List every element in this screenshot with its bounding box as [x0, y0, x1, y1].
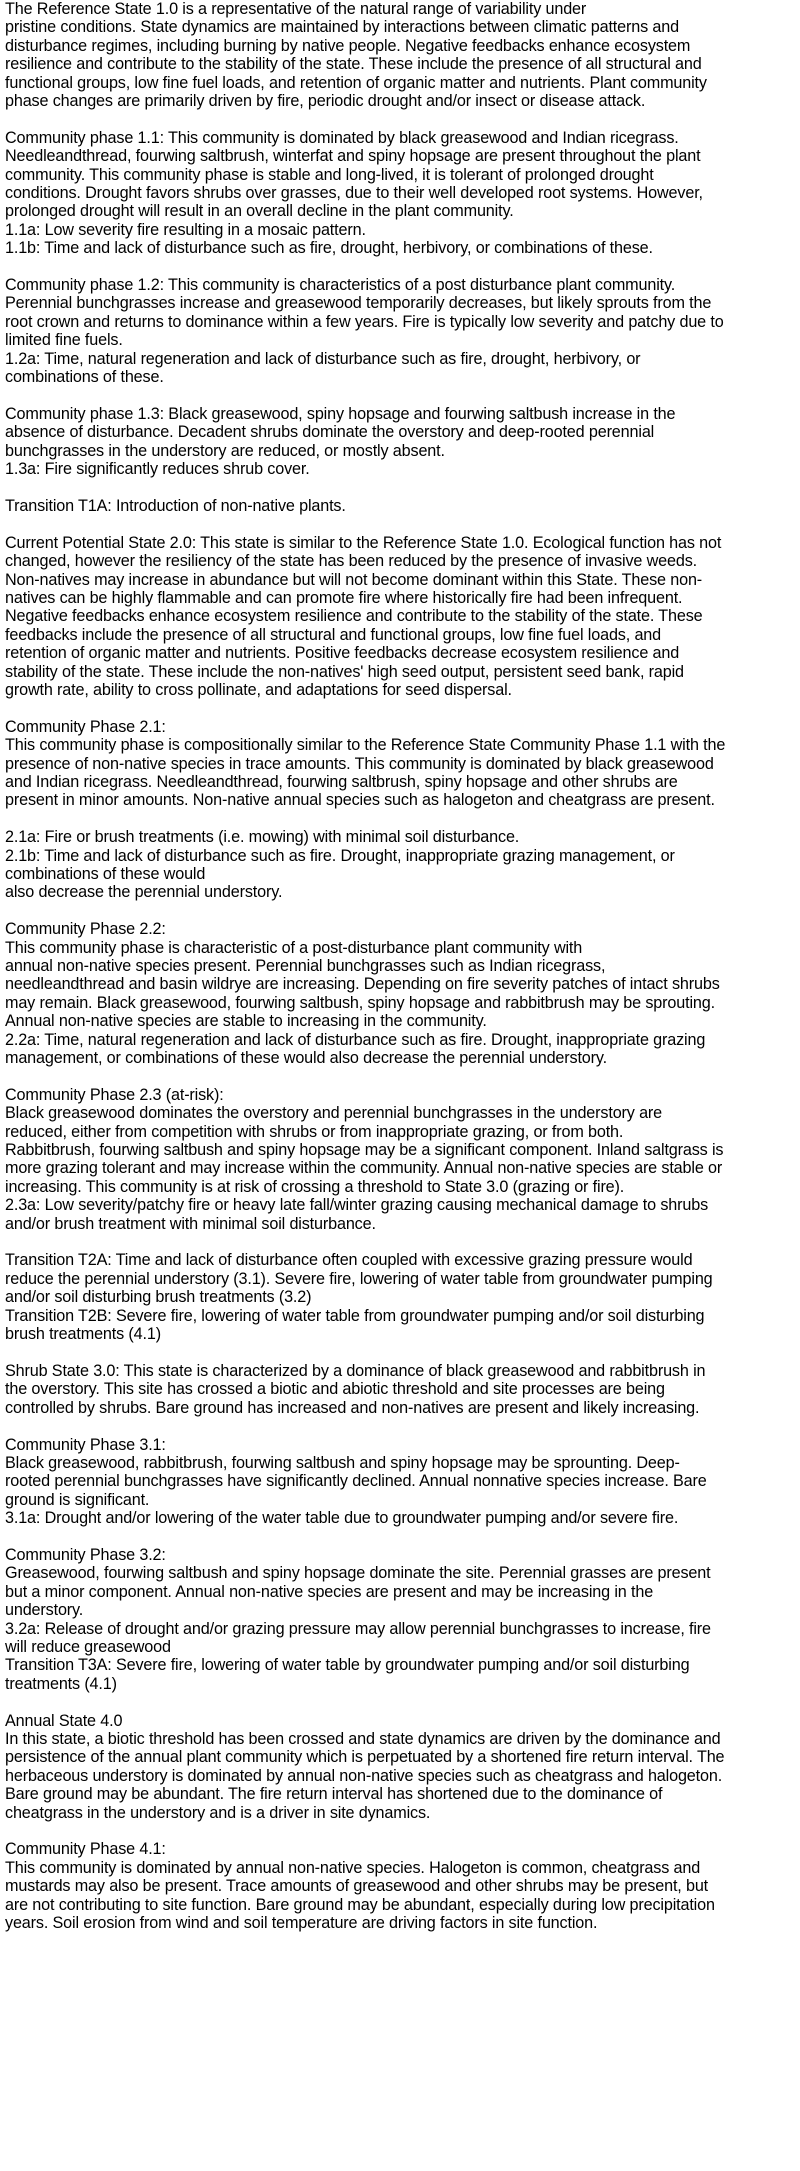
text-line: Transition T3A: Severe fire, lowering of water table by groundwater pumping and/or soil disturbing [5, 1656, 690, 1675]
text-line: pristine conditions. State dynamics are maintained by interactions between climatic patterns and [5, 18, 679, 37]
text-line: Transition T1A: Introduction of non-native plants. [5, 496, 346, 515]
text-line: Black greasewood, rabbitbrush, fourwing saltbush and spiny hopsage may be sprounting. Deep- [5, 1453, 680, 1472]
document-body [5, 0, 795, 1951]
text-line: The Reference State 1.0 is a representative of the natural range of variability under [5, 0, 587, 18]
text-line: Current Potential State 2.0: This state is similar to the Reference State 1.0. Ecological function has not [5, 533, 722, 552]
text-line: Greasewood, fourwing saltbush and spiny hopsage dominate the site. Perennial grasses are present [5, 1564, 711, 1583]
text-line: treatments (4.1) [5, 1674, 117, 1693]
text-line: needleandthread and basin wildrye are increasing. Depending on fire severity patches of intact shrubs [5, 975, 720, 994]
text-line: absence of disturbance. Decadent shrubs dominate the overstory and deep-rooted perennial [5, 423, 655, 442]
text-line: combinations of these. [5, 368, 164, 387]
text-line: community. This community phase is stable and long-lived, it is tolerant of prolonged drought [5, 165, 654, 184]
text-line: controlled by shrubs. Bare ground has increased and non-natives are present and likely increasing. [5, 1398, 700, 1417]
text-line: natives can be highly flammable and can promote fire where historically fire had been infrequent. [5, 588, 683, 607]
text-line: and/or brush treatment with minimal soil disturbance. [5, 1214, 376, 1233]
text-line: Negative feedbacks enhance ecosystem resilience and contribute to the stability of the state. These [5, 607, 703, 626]
text-line: the overstory. This site has crossed a biotic and abiotic threshold and site processes are being [5, 1380, 665, 1399]
text-line: Annual non-native species are stable to increasing in the community. [5, 1012, 487, 1031]
paragraph [5, 0, 795, 110]
text-line: Shrub State 3.0: This state is characterized by a dominance of black greasewood and rabbitbrush in [5, 1361, 706, 1380]
text-line: This community phase is compositionally similar to the Reference State Community Phase 1.1 with the [5, 736, 726, 755]
text-line: Community Phase 3.1: [5, 1435, 166, 1454]
paragraph [5, 276, 795, 386]
paragraph [5, 1362, 795, 1417]
paragraph [5, 129, 795, 258]
paragraph [5, 828, 795, 902]
paragraph [5, 718, 795, 810]
text-line: Community phase 1.3: Black greasewood, spiny hopsage and fourwing saltbush increase in the [5, 404, 676, 423]
paragraph [5, 534, 795, 700]
text-line: Community Phase 2.2: [5, 920, 166, 939]
text-line: also decrease the perennial understory. [5, 883, 283, 902]
text-line: presence of non-native species in trace amounts. This community is dominated by black greasewood [5, 754, 714, 773]
text-line: Rabbitbrush, fourwing saltbush and spiny hopsage may be a significant component. Inland saltgrass is [5, 1141, 724, 1160]
text-line: years. Soil erosion from wind and soil temperature are driving factors in site function. [5, 1914, 598, 1933]
text-line: present in minor amounts. Non-native annual species such as halogeton and cheatgrass are present. [5, 791, 715, 810]
text-line: increasing. This community is at risk of crossing a threshold to State 3.0 (grazing or fire). [5, 1177, 625, 1196]
text-line: 2.2a: Time, natural regeneration and lack of disturbance such as fire. Drought, inappropriate grazing [5, 1030, 706, 1049]
text-line: ground is significant. [5, 1490, 150, 1509]
text-line: may remain. Black greasewood, fourwing saltbush, spiny hopsage and rabbitbrush may be sprouting. [5, 993, 715, 1012]
text-line: Non-natives may increase in abundance but will not become dominant within this State. These non- [5, 570, 703, 589]
text-line: rooted perennial bunchgrasses have significantly declined. Annual nonnative species increase. Bare [5, 1472, 707, 1491]
paragraph [5, 1546, 795, 1693]
text-line: and Indian ricegrass. Needleandthread, fourwing saltbrush, spiny hopsage and other shrubs are [5, 772, 678, 791]
text-line: Community Phase 3.2: [5, 1545, 166, 1564]
text-line: Community Phase 2.1: [5, 717, 166, 736]
text-line: limited fine fuels. [5, 331, 123, 350]
text-line: phase changes are primarily driven by fire, periodic drought and/or insect or disease attack. [5, 92, 646, 111]
text-line: 3.2a: Release of drought and/or grazing pressure may allow perennial bunchgrasses to increase, fire [5, 1619, 711, 1638]
paragraph [5, 405, 795, 479]
text-line: reduced, either from competition with shrubs or from inappropriate grazing, or from both. [5, 1122, 624, 1141]
text-line: stability of the state. These include the non-natives' high seed output, persistent seed bank, rapid [5, 662, 684, 681]
text-line: management, or combinations of these would also decrease the perennial understory. [5, 1049, 607, 1068]
paragraph [5, 497, 795, 515]
text-line: This community phase is characteristic of a post-disturbance plant community with [5, 938, 583, 957]
text-line: Perennial bunchgrasses increase and greasewood temporarily decreases, but likely sprouts from the [5, 294, 712, 313]
text-line: Black greasewood dominates the overstory and perennial bunchgrasses in the understory are [5, 1104, 663, 1123]
text-line: more grazing tolerant and may increase within the community. Annual non-native species are stable or [5, 1159, 723, 1178]
text-line: persistence of the annual plant community which is perpetuated by a shortened fire return interval. The [5, 1748, 725, 1767]
text-line: Annual State 4.0 [5, 1711, 123, 1730]
text-line: Needleandthread, fourwing saltbrush, winterfat and spiny hopsage are present throughout the plant [5, 147, 701, 166]
text-line: Community Phase 2.3 (at-risk): [5, 1085, 224, 1104]
text-line: prolonged drought will result in an overall decline in the plant community. [5, 202, 514, 221]
text-line: Bare ground may be abundant. The fire return interval has shortened due to the dominance of [5, 1785, 663, 1804]
text-line: Community phase 1.1: This community is dominated by black greasewood and Indian ricegrass. [5, 128, 679, 147]
text-line: 2.3a: Low severity/patchy fire or heavy late fall/winter grazing causing mechanical damage to shrubs [5, 1196, 709, 1215]
text-line: resilience and contribute to the stability of the state. These include the presence of all structural and [5, 55, 702, 74]
text-line: combinations of these would [5, 864, 206, 883]
text-line: but a minor component. Annual non-native species are present and may be increasing in the [5, 1582, 654, 1601]
paragraph [5, 1086, 795, 1233]
text-line: growth rate, ability to cross pollinate, and adaptations for seed dispersal. [5, 680, 512, 699]
text-line: 1.3a: Fire significantly reduces shrub cover. [5, 460, 310, 479]
paragraph [5, 920, 795, 1067]
text-line: 1.1b: Time and lack of disturbance such as fire, drought, herbivory, or combinations of these. [5, 239, 653, 258]
text-line: 3.1a: Drought and/or lowering of the water table due to groundwater pumping and/or severe fire. [5, 1509, 679, 1528]
text-line: Transition T2B: Severe fire, lowering of water table from groundwater pumping and/or soil disturbing [5, 1306, 705, 1325]
text-line: brush treatments (4.1) [5, 1325, 161, 1344]
text-line: mustards may also be present. Trace amounts of greasewood and other shrubs may be present, but [5, 1877, 709, 1896]
text-line: root crown and returns to dominance within a few years. Fire is typically low severity and patchy due to [5, 312, 724, 331]
text-line: understory. [5, 1601, 84, 1620]
paragraph [5, 1840, 795, 1932]
text-line: disturbance regimes, including burning by native people. Negative feedbacks enhance ecosystem [5, 36, 691, 55]
text-line: In this state, a biotic threshold has been crossed and state dynamics are driven by the dominance and [5, 1729, 721, 1748]
paragraph [5, 1712, 795, 1822]
text-line: retention of organic matter and nutrients. Positive feedbacks decrease ecosystem resilience and [5, 644, 680, 663]
paragraph [5, 1251, 795, 1343]
text-line: feedbacks include the presence of all structural and functional groups, low fine fuel loads, and [5, 625, 661, 644]
text-line: herbaceous understory is dominated by annual non-native species such as cheatgrass and halogeton. [5, 1766, 723, 1785]
text-line: functional groups, low fine fuel loads, and retention of organic matter and nutrients. Plant community [5, 73, 707, 92]
text-line: 2.1a: Fire or brush treatments (i.e. mowing) with minimal soil disturbance. [5, 828, 520, 847]
text-line: This community is dominated by annual non-native species. Halogeton is common, cheatgrass and [5, 1858, 701, 1877]
text-line: 1.1a: Low severity fire resulting in a mosaic pattern. [5, 220, 366, 239]
paragraph [5, 1436, 795, 1528]
text-line: 2.1b: Time and lack of disturbance such as fire. Drought, inappropriate grazing management, or [5, 846, 675, 865]
text-line: and/or soil disturbing brush treatments (3.2) [5, 1288, 312, 1307]
text-line: Community phase 1.2: This community is characteristics of a post disturbance plant community. [5, 276, 676, 295]
text-line: conditions. Drought favors shrubs over grasses, due to their well developed root systems. However, [5, 184, 703, 203]
text-line: will reduce greasewood [5, 1637, 171, 1656]
text-line: 1.2a: Time, natural regeneration and lack of disturbance such as fire, drought, herbivory, or [5, 349, 641, 368]
text-line: cheatgrass in the understory and is a driver in site dynamics. [5, 1803, 431, 1822]
text-line: annual non-native species present. Perennial bunchgrasses such as Indian ricegrass, [5, 957, 606, 975]
text-line: reduce the perennial understory (3.1). Severe fire, lowering of water table from groundwater pumping [5, 1269, 713, 1288]
text-line: Transition T2A: Time and lack of disturbance often coupled with excessive grazing pressure would [5, 1251, 693, 1270]
text-line: Community Phase 4.1: [5, 1840, 166, 1859]
text-line: bunchgrasses in the understory are reduced, or mostly absent. [5, 441, 445, 460]
text-line: are not contributing to site function. Bare ground may be abundant, especially during low precipitation [5, 1895, 715, 1914]
text-line: changed, however the resiliency of the state has been reduced by the presence of invasive weeds. [5, 552, 697, 571]
